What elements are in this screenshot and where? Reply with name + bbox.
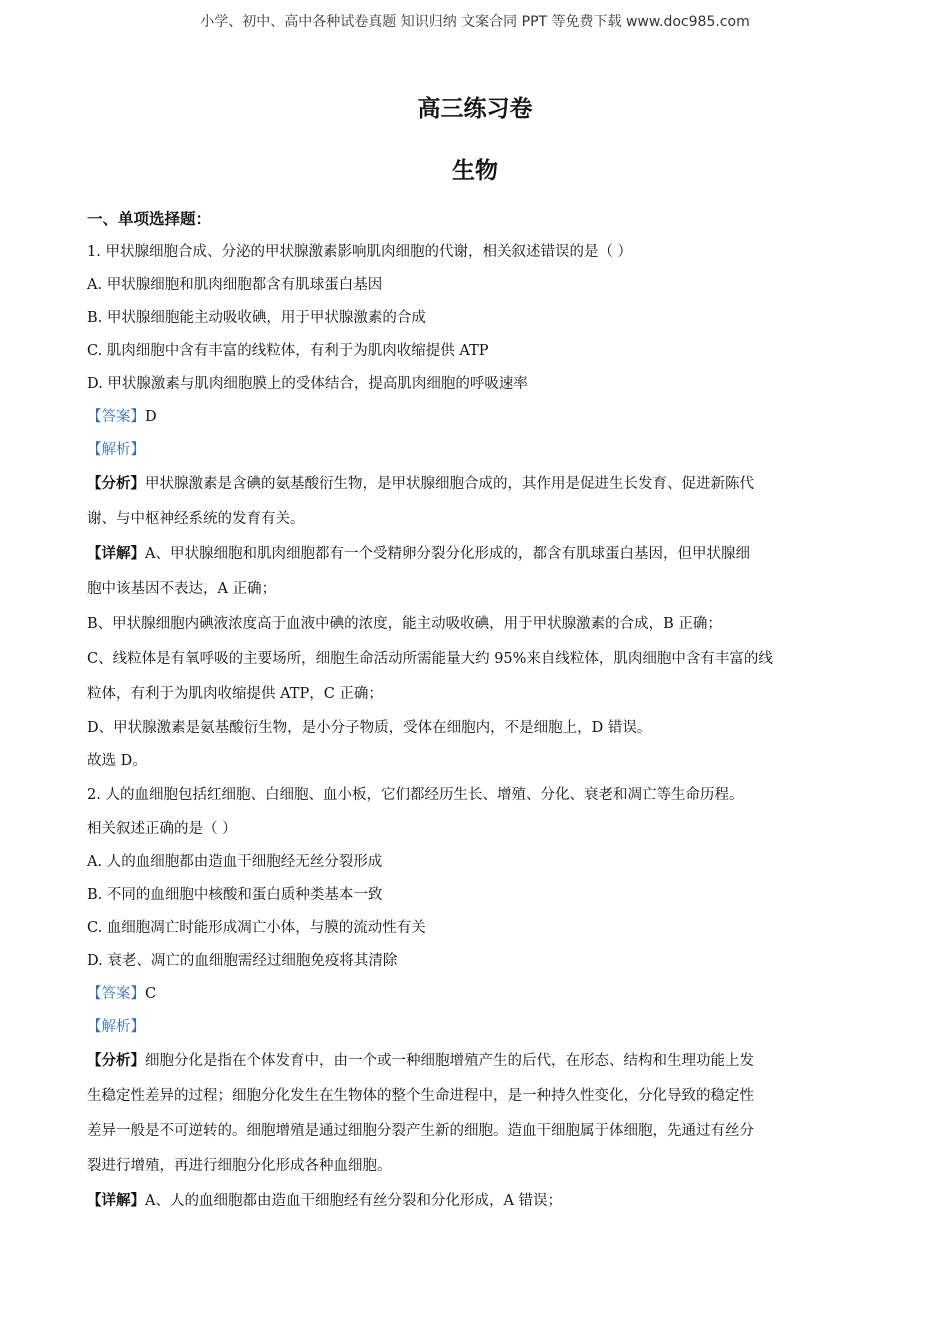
q1-xiangjie-text-1: A、甲状腺细胞和肌肉细胞都有一个受精卵分裂分化形成的，都含有肌球蛋白基因，但甲状腺细 bbox=[145, 546, 750, 562]
q1-fenxi-2: 谢、与中枢神经系统的发育有关。 bbox=[87, 511, 305, 527]
q2-fenxi-4: 裂进行增殖，再进行细胞分化形成各种血细胞。 bbox=[87, 1158, 392, 1174]
q1-answer: D bbox=[145, 409, 157, 425]
q1-xiangjie-tag: 【详解】 bbox=[87, 546, 145, 562]
q1-stem: 1. 甲状腺细胞合成、分泌的甲状腺激素影响肌肉细胞的代谢，相关叙述错误的是（ ） bbox=[87, 244, 633, 260]
q1-analysis-tag: 【解析】 bbox=[87, 442, 145, 458]
q1-option-a: A. 甲状腺细胞和肌肉细胞都含有肌球蛋白基因 bbox=[87, 277, 383, 293]
q1-c-line-2: 粒体，有利于为肌肉收缩提供 ATP，C 正确； bbox=[87, 686, 383, 702]
q1-xiangjie-1 bbox=[87, 537, 863, 572]
q2-stem-2: 相关叙述正确的是（ ） bbox=[87, 821, 237, 837]
q2-option-c: C. 血细胞凋亡时能形成凋亡小体，与膜的流动性有关 bbox=[87, 920, 426, 936]
q2-analysis-tag: 【解析】 bbox=[87, 1019, 145, 1035]
q2-option-b: B. 不同的血细胞中核酸和蛋白质种类基本一致 bbox=[87, 887, 383, 903]
q2-xiangjie-1 bbox=[87, 1184, 863, 1219]
q2-fenxi-tag: 【分析】 bbox=[87, 1053, 145, 1069]
q1-c-line-1: C、线粒体是有氧呼吸的主要场所，细胞生命活动所需能量大约 95%来自线粒体，肌肉细胞中含有丰富的线 bbox=[87, 651, 773, 667]
q2-stem-1: 2. 人的血细胞包括红细胞、白细胞、血小板，它们都经历生长、增殖、分化、衰老和凋亡等生命历程。 bbox=[87, 787, 744, 803]
q1-conclusion: 故选 D。 bbox=[87, 753, 147, 769]
q2-answer: C bbox=[145, 986, 157, 1002]
q1-option-d: D. 甲状腺激素与肌肉细胞膜上的受体结合，提高肌肉细胞的呼吸速率 bbox=[87, 376, 528, 392]
q1-xiangjie-2: 胞中该基因不表达，A 正确； bbox=[87, 581, 277, 597]
q1-b-line: B、甲状腺细胞内碘液浓度高于血液中碘的浓度，能主动吸收碘，用于甲状腺激素的合成，B 正确； bbox=[87, 616, 722, 632]
q2-xiangjie-text-1: A、人的血细胞都由造血干细胞经有丝分裂和分化形成，A 错误； bbox=[145, 1193, 563, 1209]
q1-d-line: D、甲状腺激素是氨基酸衍生物，是小分子物质，受体在细胞内，不是细胞上，D 错误。 bbox=[87, 720, 652, 736]
q2-answer-tag: 【答案】 bbox=[87, 986, 145, 1002]
q2-fenxi-3: 差异一般是不可逆转的。细胞增殖是通过细胞分裂产生新的细胞。造血干细胞属于体细胞，先通过有丝分 bbox=[87, 1123, 754, 1139]
q1-option-b: B. 甲状腺细胞能主动吸收碘，用于甲状腺激素的合成 bbox=[87, 310, 426, 326]
q1-fenxi-tag: 【分析】 bbox=[87, 476, 145, 492]
q1-option-c: C. 肌肉细胞中含有丰富的线粒体，有利于为肌肉收缩提供 ATP bbox=[87, 343, 489, 359]
section-heading: 一、单项选择题： bbox=[87, 210, 212, 228]
subject-title: 生物 bbox=[452, 158, 498, 184]
q1-answer-tag: 【答案】 bbox=[87, 409, 145, 425]
q1-fenxi-text-1: 甲状腺激素是含碘的氨基酸衍生物，是甲状腺细胞合成的，其作用是促进生长发育、促进新陈代 bbox=[145, 476, 754, 492]
q2-answer-line bbox=[87, 978, 863, 1011]
document-body bbox=[87, 203, 863, 1219]
q2-option-a: A. 人的血细胞都由造血干细胞经无丝分裂形成 bbox=[87, 854, 383, 870]
q1-answer-line bbox=[87, 401, 863, 434]
page-header: 小学、初中、高中各种试卷真题 知识归纳 文案合同 PPT 等免费下载 www.doc985.com bbox=[200, 14, 750, 30]
q2-option-d: D. 衰老、凋亡的血细胞需经过细胞免疫将其清除 bbox=[87, 953, 398, 969]
q2-fenxi-1 bbox=[87, 1044, 863, 1079]
q2-fenxi-2: 生稳定性差异的过程；细胞分化发生在生物体的整个生命进程中，是一种持久性变化，分化导致的稳定性 bbox=[87, 1088, 754, 1104]
page-title: 高三练习卷 bbox=[417, 96, 533, 122]
q2-xiangjie-tag: 【详解】 bbox=[87, 1193, 145, 1209]
q1-fenxi-1 bbox=[87, 467, 863, 502]
q2-fenxi-text-1: 细胞分化是指在个体发育中，由一个或一种细胞增殖产生的后代，在形态、结构和生理功能上发 bbox=[145, 1053, 754, 1069]
